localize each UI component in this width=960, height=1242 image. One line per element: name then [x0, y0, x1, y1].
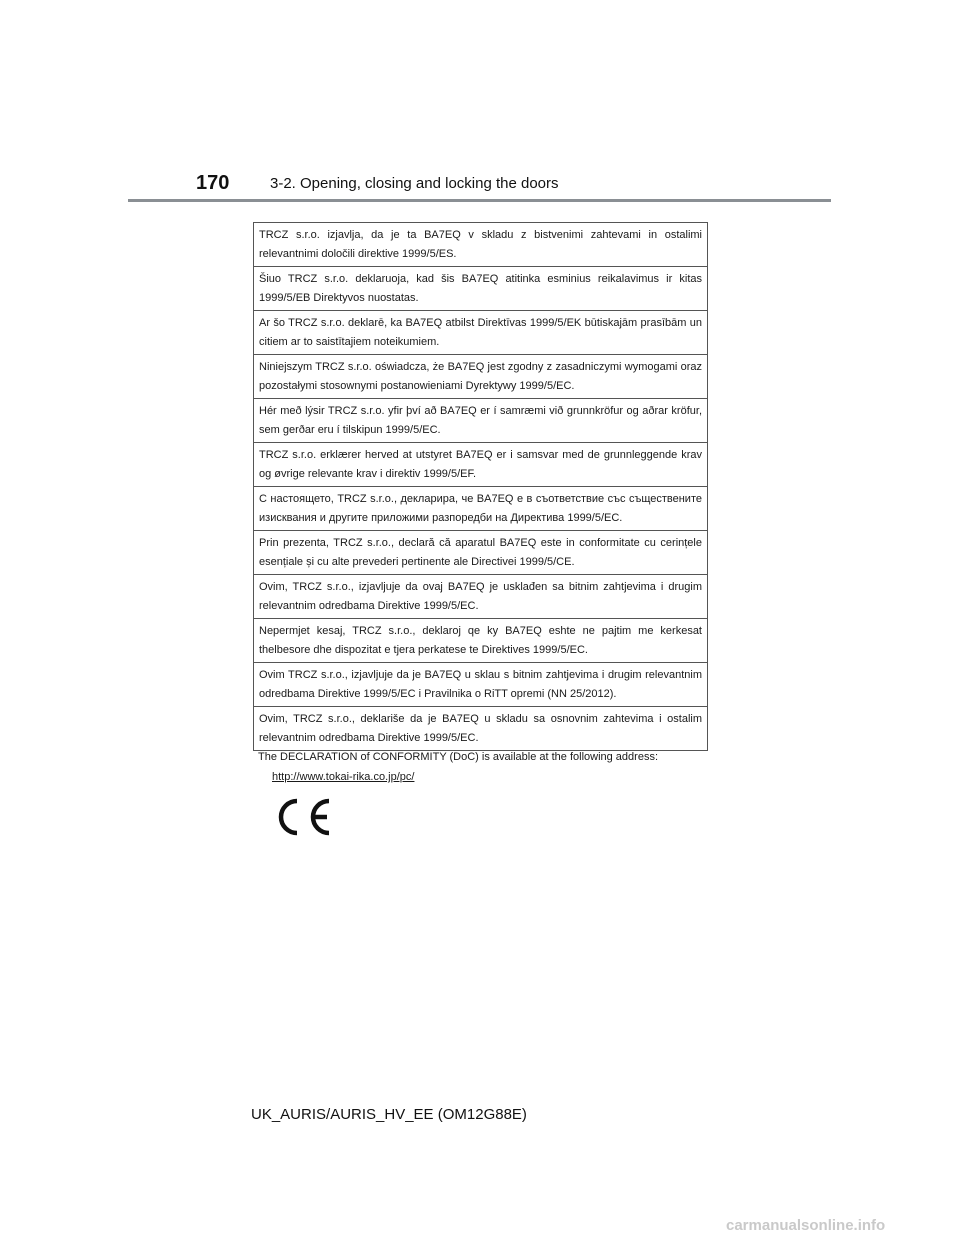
table-row [254, 487, 708, 531]
doc-url-link[interactable]: http://www.tokai-rika.co.jp/pc/ [272, 771, 415, 783]
doc-link-wrapper [272, 771, 414, 783]
table-row [254, 663, 708, 707]
declaration-cell: Hér með lýsir TRCZ s.r.o. yfir því að BA7EQ er í samræmi við grunnkröfur og aðrar kröfur, sem gerðar eru í tilskipun 1999/5/EC. [254, 399, 708, 443]
declaration-cell: С настоящето, TRCZ s.r.o., декларира, че BA7EQ е в съответствие със съществените изисквания и другите приложими разпоредби на Директива 1999/5/EC. [254, 487, 708, 531]
declaration-cell: Prin prezenta, TRCZ s.r.o., declară că aparatul BA7EQ este in conformitate cu cerințele esențiale și cu alte prevederi pertinente ale Directivei 1999/5/CE. [254, 531, 708, 575]
manual-code: UK_AURIS/AURIS_HV_EE (OM12G88E) [251, 1106, 527, 1123]
table-row [254, 355, 708, 399]
declaration-cell: Ovim, TRCZ s.r.o., izjavljuje da ovaj BA7EQ je usklađen sa bitnim zahtjevima i drugim relevantnim odredbama Direktive 1999/5/EC. [254, 575, 708, 619]
declaration-cell: Šiuo TRCZ s.r.o. deklaruoja, kad šis BA7EQ atitinka esminius reikalavimus ir kitas 1999/5/EB Direktyvos nuostatas. [254, 267, 708, 311]
declaration-cell: Niniejszym TRCZ s.r.o. oświadcza, że BA7EQ jest zgodny z zasadniczymi wymogami oraz pozostałymi stosownymi postanowieniami Dyrektywy 1999/5/EC. [254, 355, 708, 399]
table-row [254, 707, 708, 751]
watermark: carmanualsonline.info [726, 1217, 886, 1234]
table-row [254, 531, 708, 575]
declaration-cell: Ovim TRCZ s.r.o., izjavljuje da je BA7EQ u sklau s bitnim zahtjevima i drugim relevantnim odredbama Direktive 1999/5/EC i Pravilnika o RiTT opremi (NN 25/2012). [254, 663, 708, 707]
table-row [254, 399, 708, 443]
table-row [254, 443, 708, 487]
declaration-cell: Nepermjet kesaj, TRCZ s.r.o., deklaroj qe ky BA7EQ eshte ne pajtim me kerkesat thelbesore dhe dispozitat e tjera perkatese te Direktives 1999/5/EC. [254, 619, 708, 663]
declaration-cell: TRCZ s.r.o. izjavlja, da je ta BA7EQ v skladu z bistvenimi zahtevami in ostalimi relevantnimi določili direktive 1999/5/ES. [254, 223, 708, 267]
header-divider [128, 199, 831, 202]
declaration-cell: Ovim, TRCZ s.r.o., deklariše da je BA7EQ u skladu sa osnovnim zahtevima i ostalim relevantnim odredbama Direktive 1999/5/EC. [254, 707, 708, 751]
declaration-cell: TRCZ s.r.o. erklærer herved at utstyret BA7EQ er i samsvar med de grunnleggende krav og øvrige relevante krav i direktiv 1999/5/EF. [254, 443, 708, 487]
table-row [254, 267, 708, 311]
ce-mark-icon [278, 797, 336, 837]
table-row [254, 223, 708, 267]
page-number: 170 [196, 172, 230, 194]
table-row [254, 575, 708, 619]
doc-availability-note: The DECLARATION of CONFORMITY (DoC) is available at the following address: [258, 751, 659, 763]
section-title: 3-2. Opening, closing and locking the doors [270, 175, 559, 192]
declaration-cell: Ar šo TRCZ s.r.o. deklarē, ka BA7EQ atbilst Direktīvas 1999/5/EK būtiskajām prasībām un citiem ar to saistītajiem noteikumiem. [254, 311, 708, 355]
table-row [254, 311, 708, 355]
declarations-table [253, 222, 708, 751]
table-row [254, 619, 708, 663]
